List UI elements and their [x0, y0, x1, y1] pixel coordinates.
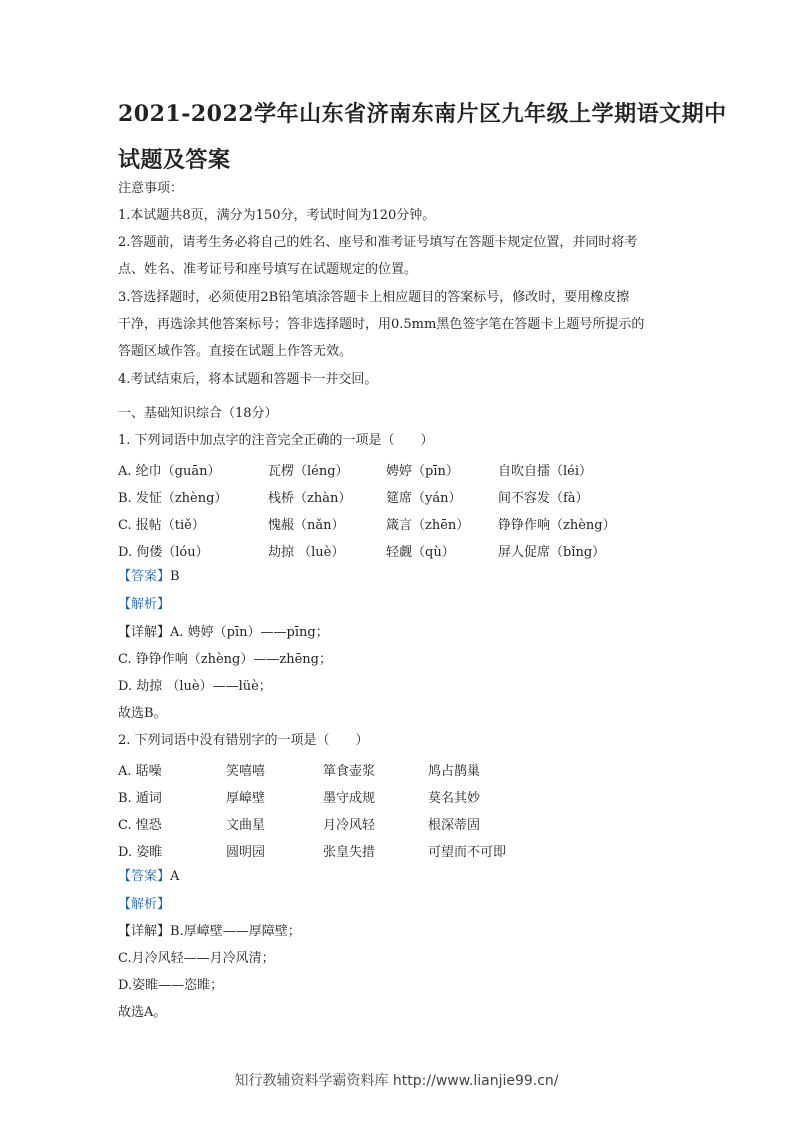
option-item: 墨守成规 — [323, 791, 376, 806]
analysis-label: 【解析】 — [118, 897, 171, 912]
notice-item: 1.本试题共8页，满分为150分，考试时间为120分钟。 — [118, 208, 436, 223]
option-item: 自吹自擂（léi） — [498, 464, 593, 479]
footer-watermark-link[interactable]: 知行教辅资料学霸资料库 http://www.lianjie99.cn/ — [234, 1073, 559, 1089]
option-item: 莫名其妙 — [428, 791, 481, 806]
analysis-label: 【解析】 — [118, 597, 171, 612]
document-title-line1: 2021-2022学年山东省济南东南片区九年级上学期语文期中 — [118, 101, 727, 127]
notice-item: 答题区域作答。直接在试题上作答无效。 — [118, 344, 353, 359]
option-item: 根深蒂固 — [428, 818, 481, 833]
option-item: B. 遁词 — [118, 791, 162, 806]
option-item: 文曲星 — [226, 818, 266, 833]
detail-text: 故选B。 — [118, 706, 167, 721]
option-item: 圆明园 — [226, 845, 266, 860]
option-row — [118, 487, 718, 507]
option-row — [118, 541, 718, 561]
option-item: 箴言（zhēn） — [386, 518, 470, 533]
option-row — [118, 814, 718, 834]
detail-label: 【详解】 — [118, 625, 171, 640]
option-item: 瓦楞（léng） — [268, 464, 349, 479]
option-row — [118, 760, 718, 780]
option-item: B. 发怔（zhèng） — [118, 491, 228, 506]
answer-value: B — [170, 569, 180, 584]
detail-text: C.月冷风轻——月冷风清； — [118, 951, 275, 966]
option-item: 筵席（yán） — [386, 491, 462, 506]
option-item: 愧赧（nǎn） — [268, 518, 345, 533]
detail-text: 故选A。 — [118, 1005, 167, 1020]
option-item: 铮铮作响（zhèng） — [498, 518, 616, 533]
option-row — [118, 514, 718, 534]
detail-text: A. 娉婷（pīn）——pīng； — [170, 625, 329, 640]
option-item: 可望而不可即 — [428, 845, 507, 860]
option-item: 栈桥（zhàn） — [268, 491, 352, 506]
answer-line — [118, 568, 180, 586]
question-stem: 2. 下列词语中没有错别字的一项是（ ） — [118, 733, 369, 748]
option-item: 张皇失措 — [323, 845, 376, 860]
notice-heading: 注意事项： — [118, 181, 184, 196]
notice-item: 4.考试结束后，将本试题和答题卡一并交回。 — [118, 372, 378, 387]
detail-text: C. 铮铮作响（zhèng）——zhēng； — [118, 652, 332, 667]
answer-line — [118, 868, 179, 886]
option-item: D. 佝偻（lóu） — [118, 545, 209, 560]
answer-value: A — [170, 869, 180, 884]
detail-line — [118, 923, 301, 941]
option-item: 箪食壶浆 — [323, 764, 376, 779]
notice-item: 点、姓名、准考证号和座号填写在试题规定的位置。 — [118, 262, 418, 277]
answer-label: 【答案】 — [118, 569, 171, 584]
option-item: C. 报帖（tiě） — [118, 518, 205, 533]
option-item: A. 纶巾（guān） — [118, 464, 221, 479]
detail-line — [118, 624, 329, 642]
notice-item: 3.答选择题时，必须使用2B铅笔填涂答题卡上相应题目的答案标号，修改时，要用橡皮擦 — [118, 290, 630, 305]
option-item: D. 姿睢 — [118, 845, 163, 860]
notice-item: 2.答题前，请考生务必将自己的姓名、座号和准考证号填写在答题卡规定位置，并同时将考 — [118, 235, 638, 250]
option-item: C. 惶恐 — [118, 818, 162, 833]
section-heading: 一、基础知识综合（18分） — [118, 406, 278, 421]
option-item: 月冷风轻 — [323, 818, 376, 833]
detail-label: 【详解】 — [118, 924, 171, 939]
option-item: 劫掠 （luè） — [268, 545, 345, 560]
option-row — [118, 787, 718, 807]
question-stem: 1. 下列词语中加点字的注音完全正确的一项是（ ） — [118, 433, 434, 448]
detail-text: D. 劫掠 （luè）——lüè； — [118, 679, 272, 694]
detail-text: B.厚嶂壁——厚障壁； — [170, 924, 301, 939]
option-row — [118, 841, 718, 861]
option-item: 间不容发（fà） — [498, 491, 589, 506]
notice-item: 干净，再选涂其他答案标号；答非选择题时，用0.5mm黑色签字笔在答题卡上题号所提示的 — [118, 317, 645, 332]
option-item: 娉婷（pīn） — [386, 464, 459, 479]
option-item: 厚嶂壁 — [226, 791, 266, 806]
option-item: 屏人促席（bǐng） — [498, 545, 606, 560]
document-title-line2: 试题及答案 — [118, 147, 231, 173]
option-item: 轻觑（qù） — [386, 545, 455, 560]
option-item: A. 聒噪 — [118, 764, 162, 779]
answer-label: 【答案】 — [118, 869, 171, 884]
option-row — [118, 460, 718, 480]
detail-text: D.姿睢——恣睢； — [118, 978, 224, 993]
option-item: 笑嘻嘻 — [226, 764, 266, 779]
option-item: 鸠占鹊巢 — [428, 764, 481, 779]
